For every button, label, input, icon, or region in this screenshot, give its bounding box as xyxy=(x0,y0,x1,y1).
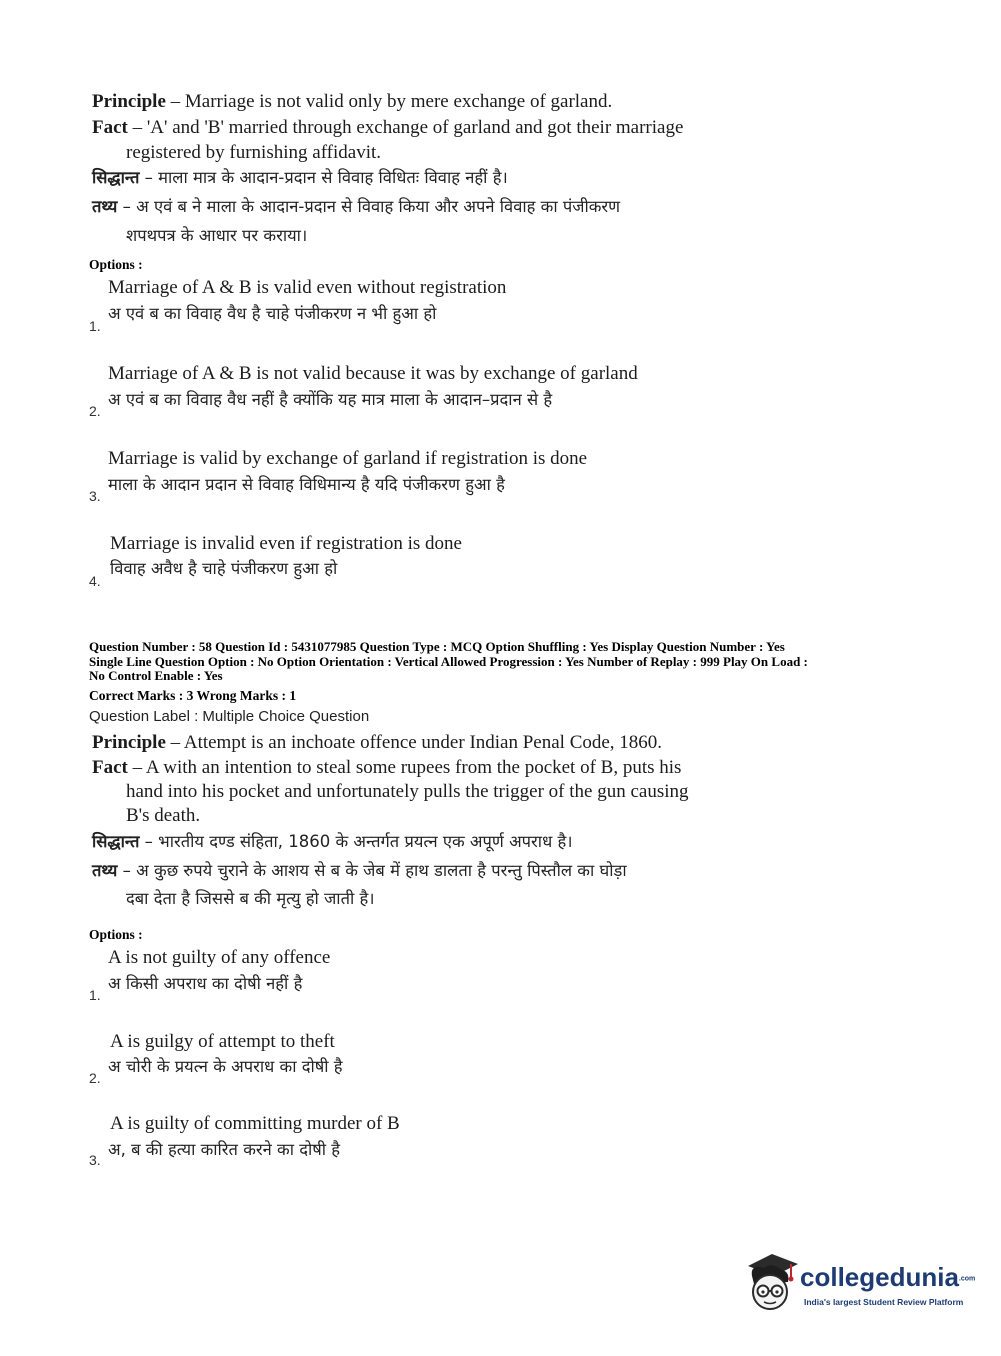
option-text-hi: अ, ब की हत्या कारित करने का दोषी है xyxy=(108,1140,341,1159)
option-text-en: Marriage of A & B is not valid because it was by exchange of garland xyxy=(108,363,638,384)
option-text-en: Marriage is valid by exchange of garland if registration is done xyxy=(108,448,588,469)
option-number: 4. xyxy=(89,573,101,589)
hi-fact-text-line1: – अ एवं ब ने माला के आदान-प्रदान से विवाह किया और अपने विवाह का पंजीकरण xyxy=(117,197,621,216)
logo-name-text: collegedunia xyxy=(800,1262,959,1292)
q58-question-label: Question Label : Multiple Choice Question xyxy=(89,708,370,725)
option-text-en: A is not guilty of any offence xyxy=(108,947,331,968)
q57-fact-line2: registered by furnishing affidavit. xyxy=(126,142,382,163)
q58-hi-fact xyxy=(92,859,627,883)
hi-principle-text: – भारतीय दण्ड संहिता, 1860 के अन्तर्गत प्रयत्न एक अपूर्ण अपराध है। xyxy=(139,832,573,851)
q58-options-label: Options : xyxy=(89,927,143,942)
option-text-hi: अ एवं ब का विवाह वैध है चाहे पंजीकरण न भी हुआ हो xyxy=(108,304,437,323)
principle-label: Principle xyxy=(92,732,166,753)
fact-text-line1: – A with an intention to steal some rupees from the pocket of B, puts his xyxy=(127,757,682,778)
q58-hi-principle xyxy=(92,830,572,854)
q57-hi-principle xyxy=(92,166,508,190)
q57-options-label: Options : xyxy=(89,257,143,272)
q58-meta xyxy=(89,640,969,684)
option-text-en: A is guilty of committing murder of B xyxy=(110,1113,400,1134)
q58-hi-fact-line2: दबा देता है जिससे ब की मृत्यु हो जाती है। xyxy=(126,889,375,908)
q58-fact-line2: hand into his pocket and unfortunately pulls the trigger of the gun causing xyxy=(126,781,689,802)
q58-principle xyxy=(92,731,662,755)
logo-name xyxy=(800,1262,975,1293)
collegedunia-logo[interactable] xyxy=(742,1250,976,1320)
principle-text: – Marriage is not valid only by mere exchange of garland. xyxy=(165,91,613,112)
q58-fact xyxy=(92,756,681,780)
meta-line-2: Single Line Question Option : No Option Orientation : Vertical Allowed Progression : Yes Number of Replay : 999 Play On Load : xyxy=(89,653,808,669)
principle-text: – Attempt is an inchoate offence under Indian Penal Code, 1860. xyxy=(165,732,663,753)
student-mascot-icon xyxy=(742,1250,800,1316)
option-text-hi: माला के आदान प्रदान से विवाह विधिमान्य है यदि पंजीकरण हुआ है xyxy=(108,475,505,494)
q57-fact xyxy=(92,116,683,140)
option-text-en: Marriage is invalid even if registration is done xyxy=(110,533,462,554)
option-number: 1. xyxy=(89,318,101,334)
option-text-hi: अ एवं ब का विवाह वैध नहीं है क्योंकि यह मात्र माला के आदान–प्रदान से है xyxy=(108,390,553,409)
meta-line-1: Question Number : 58 Question Id : 5431077985 Question Type : MCQ Option Shuffling : Yes Display Question Number : Yes xyxy=(89,639,785,654)
option-text-hi: विवाह अवैध है चाहे पंजीकरण हुआ हो xyxy=(110,559,338,578)
fact-label: Fact xyxy=(92,117,128,138)
option-number: 3. xyxy=(89,488,101,504)
option-text-en: A is guilgy of attempt to theft xyxy=(110,1031,335,1052)
hi-principle-label: सिद्धान्त xyxy=(92,832,140,851)
option-text-en: Marriage of A & B is valid even without registration xyxy=(108,277,507,298)
q57-hi-fact-line2: शपथपत्र के आधार पर कराया। xyxy=(126,226,308,245)
q58-fact-line3: B's death. xyxy=(126,805,201,826)
meta-line-3: No Control Enable : Yes xyxy=(89,668,223,683)
principle-label: Principle xyxy=(92,91,166,112)
fact-label: Fact xyxy=(92,757,128,778)
hi-principle-text: – माला मात्र के आदान-प्रदान से विवाह विधितः विवाह नहीं है। xyxy=(139,168,508,187)
hi-principle-label: सिद्धान्त xyxy=(92,168,140,187)
logo-suffix: .com xyxy=(958,1275,976,1283)
q57-hi-fact xyxy=(92,195,620,219)
option-number: 3. xyxy=(89,1152,101,1168)
option-number: 2. xyxy=(89,403,101,419)
option-text-hi: अ किसी अपराध का दोषी नहीं है xyxy=(108,974,303,993)
option-number: 2. xyxy=(89,1070,101,1086)
hi-fact-label: तथ्य xyxy=(92,197,118,216)
option-text-hi: अ चोरी के प्रयत्न के अपराध का दोषी है xyxy=(108,1057,343,1076)
hi-fact-text-line1: – अ कुछ रुपये चुराने के आशय से ब के जेब में हाथ डालता है परन्तु पिस्तौल का घोड़ा xyxy=(117,861,627,880)
logo-tagline: India's largest Student Review Platform xyxy=(804,1297,964,1307)
fact-text-line1: – 'A' and 'B' married through exchange of garland and got their marriage xyxy=(127,117,684,138)
hi-fact-label: तथ्य xyxy=(92,861,118,880)
option-number: 1. xyxy=(89,987,101,1003)
q58-marks: Correct Marks : 3 Wrong Marks : 1 xyxy=(89,688,297,703)
q57-principle xyxy=(92,90,612,114)
